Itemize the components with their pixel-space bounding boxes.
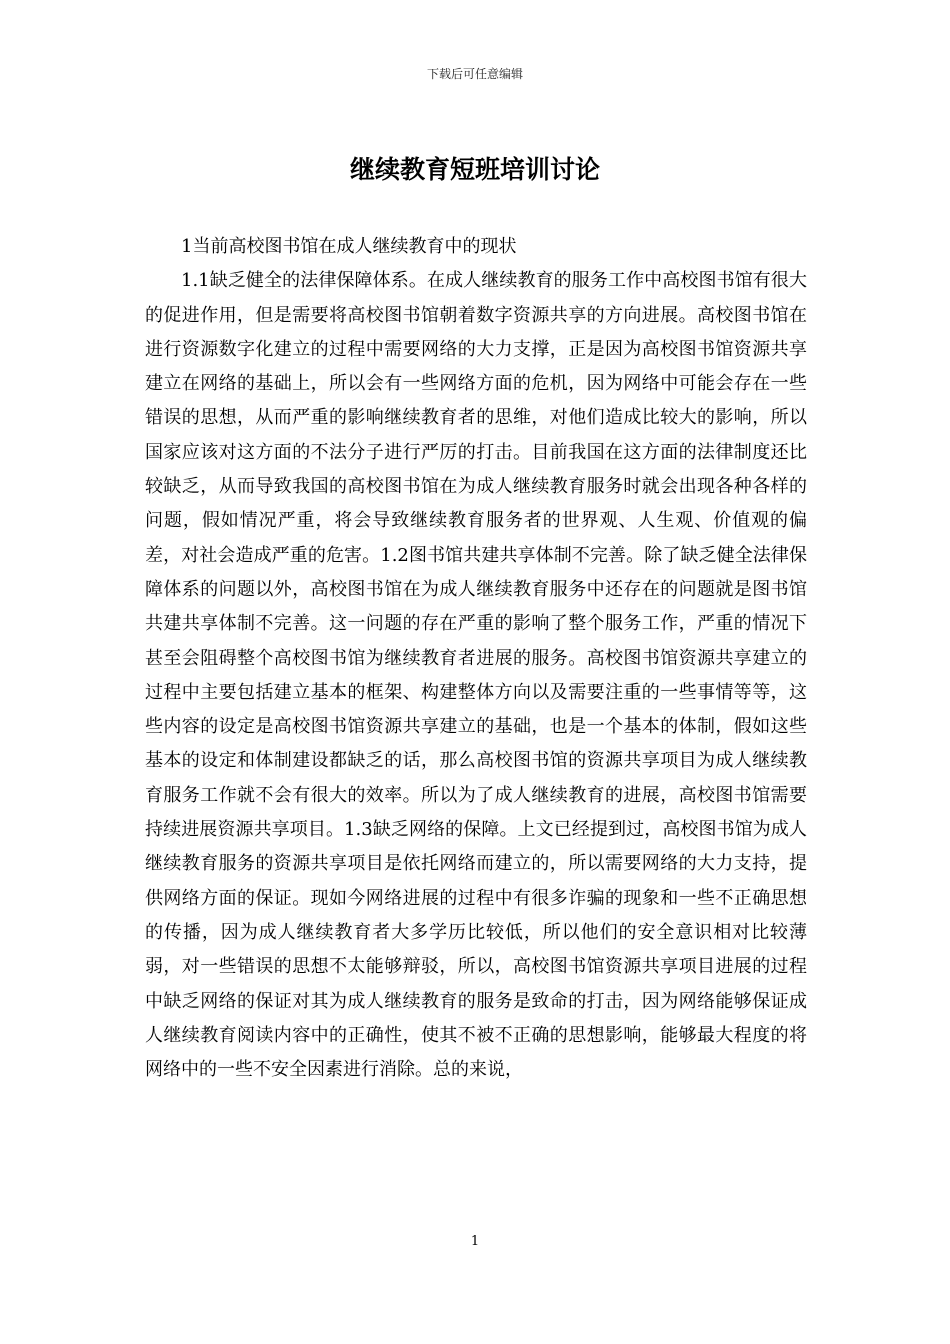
header-note: 下载后可任意编辑 <box>426 67 523 81</box>
section-heading: 1当前高校图书馆在成人继续教育中的现状 <box>181 236 517 257</box>
body-paragraph: 1.1缺乏健全的法律保障体系。在成人继续教育的服务工作中高校图书馆有很大的促进作用，但是需要将高校图书馆朝着数字资源共享的方向进展。高校图书馆在进行资源数字化建立的过程中需要网络的大力支撑，正是因为高校图书馆资源共享建立在网络的基础上，所以会有一些网络方面的危机，因为网络中可能会存在一些错误的思想，从而严重的影响继续教育者的思维，对他们造成比较大的影响，所以国家应该对这方面的不法分子进行严厉的打击。目前我国在这方面的法律制度还比较缺乏，从而导致我国的高校图书馆在为成人继续教育服务时就会出现各种各样的问题，假如情况严重，将会导致继续教育服务者的世界观、人生观、价值观的偏差，对社会造成严重的危害。1.2图书馆共建共享体制不完善。除了缺乏健全法律保障体系的问题以外，高校图书馆在为成人继续教育服务中还存在的问题就是图书馆共建共享体制不完善。这一问题的存在严重的影响了整个服务工作，严重的情况下甚至会阻碍整个高校图书馆为继续教育者进展的服务。高校图书馆资源共享建立的过程中主要包括建立基本的框架、构建整体方向以及需要注重的一些事情等等，这些内容的设定是高校图书馆资源共享建立的基础，也是一个基本的体制，假如这些基本的设定和体制建设都缺乏的话，那么高校图书馆的资源共享项目为成人继续教育服务工作就不会有很大的效率。所以为了成人继续教育的进展，高校图书馆需要持续进展资源共享项目。1.3缺乏网络的保障。上文已经提到过，高校图书馆为成人继续教育服务的资源共享项目是依托网络而建立的，所以需要网络的大力支持，提供网络方面的保证。现如今网络进展的过程中有很多诈骗的现象和一些不正确思想的传播，因为成人继续教育者大多学历比较低，所以他们的安全意识相对比较薄弱，对一些错误的思想不太能够辩驳，所以，高校图书馆资源共享项目进展的过程中缺乏网络的保证对其为成人继续教育的服务是致命的打击，因为网络能够保证成人继续教育阅读内容中的正确性，使其不被不正确的思想影响，能够最大程度的将网络中的一些不安全因素进行消除。总的来说， <box>145 270 807 1081</box>
page-number: 1 <box>470 1234 480 1249</box>
document-title: 继续教育短班培训讨论 <box>349 155 600 184</box>
document-body <box>145 230 807 1087</box>
